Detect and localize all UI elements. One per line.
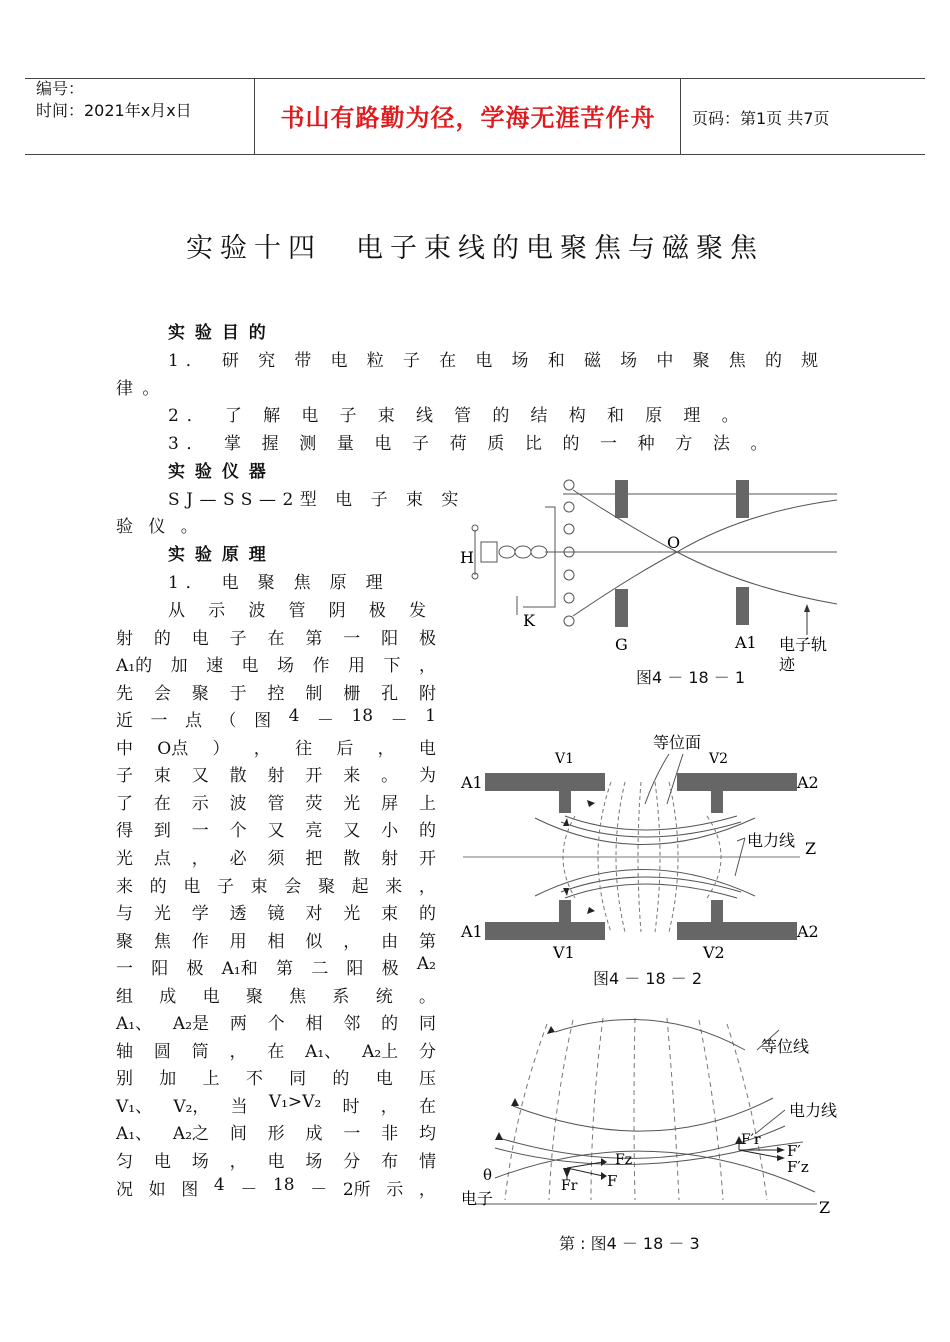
body-char: 会	[284, 876, 302, 897]
body-char: O点	[157, 738, 189, 759]
fig1-label-o: O	[667, 533, 681, 552]
body-char: 极	[186, 959, 204, 980]
body-char: 焦	[289, 986, 307, 1007]
body-char: 阳	[346, 959, 364, 980]
body-char: 须	[267, 848, 285, 869]
body-char: 4	[213, 1174, 225, 1195]
fig3-label-electron: 电子	[461, 1189, 494, 1208]
fig1-label-trajectory-2: 迹	[779, 655, 796, 674]
fig3-label-field-line: 电力线	[789, 1101, 838, 1120]
header-divider-1	[254, 78, 255, 155]
body-char: 18	[351, 706, 374, 727]
body-char: 上	[202, 1069, 220, 1090]
body-char: A₂之	[172, 1124, 210, 1145]
body-char: 点	[153, 848, 171, 869]
fig2-label-v1-top: V1	[555, 751, 575, 767]
body-char: 学	[191, 904, 209, 925]
body-char: 开	[305, 766, 323, 787]
body-char: 透	[229, 904, 247, 925]
body-char: 同	[289, 1069, 307, 1090]
code-label: 编号：	[36, 79, 85, 98]
fig2-caption: 图4 － 18 － 2	[593, 969, 703, 988]
body-char: 场	[191, 1152, 209, 1172]
fig2-a2-bottom-lip	[711, 900, 723, 922]
fig1-label-trajectory-1: 电子轨	[779, 635, 828, 654]
body-char: 第	[275, 959, 293, 980]
body-char: 发	[408, 601, 426, 621]
body-char: 个	[229, 821, 247, 842]
body-char: 栅	[343, 683, 361, 704]
body-char: 聚	[245, 986, 263, 1007]
body-char: －	[390, 711, 408, 732]
body-char: 均	[418, 1124, 436, 1145]
page-info: 页码：第1页 共7页	[692, 109, 830, 128]
body-char: ，	[343, 931, 361, 952]
body-char: 第	[305, 628, 323, 649]
fig2-label-a1-bottom: A1	[461, 922, 483, 941]
body-char: 屏	[381, 793, 399, 814]
body-char: ，	[229, 1152, 247, 1172]
body-char: 射	[381, 848, 399, 869]
body-char: 相	[305, 1014, 323, 1035]
body-char: 散	[343, 848, 361, 869]
fig2-label-v2-bottom: V2	[703, 943, 725, 962]
body-line	[116, 706, 436, 731]
purpose-1a-text: 1． 研 究 带 电 粒 子 在 电 场 和 磁 场 中 聚 焦 的 规	[168, 351, 826, 371]
body-char: 如	[148, 1179, 166, 1200]
fig2-a1-top	[485, 773, 605, 791]
body-char: 聚	[116, 931, 133, 952]
body-char: 速	[206, 656, 224, 677]
fig1-anode-top	[736, 480, 749, 518]
body-char: 组	[116, 986, 133, 1007]
fig2-a2-bottom	[677, 922, 797, 940]
body-char: 电	[183, 876, 201, 897]
body-char: 当	[230, 1096, 248, 1117]
body-char: A₂上	[362, 1041, 399, 1062]
body-char: 的	[332, 1069, 350, 1090]
fig2-a1-top-lip	[559, 791, 571, 813]
body-char: 似	[305, 931, 323, 952]
body-char: 束	[250, 876, 268, 897]
body-char: 了	[116, 793, 133, 814]
body-char: 来	[385, 876, 403, 897]
fig1-arrowhead	[804, 604, 810, 612]
motto: 书山有路勤为径，学海无涯苦作舟	[280, 104, 656, 132]
body-char: 荧	[305, 793, 323, 814]
body-char: 先	[116, 683, 133, 704]
body-char: A₁和	[221, 959, 258, 980]
body-char: 控	[267, 683, 285, 704]
fig2-label-a2-top: A2	[797, 773, 819, 792]
body-char: 轴	[116, 1041, 133, 1062]
body-char: －	[310, 1179, 328, 1200]
body-char: 用	[348, 656, 365, 677]
body-char: 一	[191, 821, 209, 842]
body-char: 开	[419, 848, 436, 869]
body-char: ，	[418, 876, 436, 897]
fig2-a2-top	[677, 773, 797, 791]
fig3-label-fr-prime: F′r	[741, 1132, 761, 1148]
body-char: 由	[381, 931, 399, 952]
body-char: 后	[336, 738, 354, 759]
body-char: 阴	[328, 601, 346, 621]
body-char: 示	[208, 601, 226, 621]
body-char: 于	[229, 683, 247, 704]
body-char: 不	[245, 1069, 263, 1090]
body-char: 一	[343, 1124, 361, 1145]
fig1-caption: 图4 － 18 － 1	[636, 668, 746, 687]
body-char: 形	[267, 1124, 285, 1145]
body-char: （	[219, 711, 237, 732]
body-line	[116, 872, 436, 897]
fig2-a1-bottom	[485, 922, 605, 940]
body-char: A₁、	[116, 1124, 153, 1145]
figure-4-18-2	[455, 726, 835, 986]
instrument-a: SJ—SS—2型 电 子 束 实	[168, 490, 465, 510]
body-line	[116, 899, 436, 924]
body-char: 一	[116, 959, 133, 980]
fig2-label-v1-bottom: V1	[553, 943, 575, 962]
body-char: 的	[419, 821, 436, 842]
body-char: 得	[116, 821, 133, 842]
body-char: 电	[202, 986, 220, 1007]
body-char: 1	[425, 706, 436, 727]
instrument-heading: 实 验 仪 器	[168, 462, 268, 482]
body-char: 统	[375, 986, 393, 1007]
body-char: 的	[381, 1014, 399, 1035]
body-char: 情	[419, 1152, 436, 1172]
body-char: 。	[381, 766, 399, 787]
body-line	[116, 1119, 436, 1144]
body-char: 孔	[381, 683, 399, 704]
body-line	[116, 789, 436, 814]
body-char: 焦	[153, 931, 171, 952]
body-line	[116, 1064, 436, 1089]
body-char: 间	[229, 1124, 247, 1145]
fig2-label-a2-bottom: A2	[797, 922, 819, 941]
fig2-leader-3	[737, 838, 745, 841]
fig2-a2-top-lip	[711, 791, 723, 813]
body-line	[116, 954, 436, 979]
body-line	[116, 1009, 436, 1034]
body-char: 来	[343, 766, 361, 787]
body-char: 18	[272, 1174, 295, 1195]
fig1-anode-bottom	[736, 587, 749, 625]
body-char: 图	[254, 711, 272, 732]
body-char: 极	[368, 601, 386, 621]
fig1-trajectory-2	[573, 500, 837, 616]
body-char: A₁、	[116, 1014, 153, 1035]
body-line	[116, 1147, 436, 1172]
body-char: 子	[229, 628, 247, 649]
body-char: 筒	[191, 1041, 209, 1062]
body-char: 射	[267, 766, 285, 787]
body-char: 中	[116, 738, 133, 759]
body-char: 分	[343, 1152, 361, 1172]
body-char: 压	[418, 1069, 436, 1090]
body-char: 又	[343, 821, 361, 842]
fig1-label-a1: A1	[735, 633, 757, 652]
fig2-a1-bottom-lip	[559, 900, 571, 922]
body-char: V₁>V₂	[268, 1091, 322, 1112]
body-char: 在	[267, 1041, 285, 1062]
body-char: 示	[386, 1179, 404, 1200]
body-char: 子	[216, 876, 234, 897]
body-char: 为	[419, 766, 436, 787]
fig3-caption: 第 : 图4 － 18 － 3	[559, 1234, 700, 1253]
body-char: 在	[153, 793, 171, 814]
body-char: 波	[229, 793, 247, 814]
purpose-heading: 实 验 目 的	[168, 323, 268, 343]
body-char: 个	[267, 1014, 285, 1035]
body-char: 两	[229, 1014, 247, 1035]
body-char: 匀	[116, 1152, 133, 1172]
body-line	[116, 1175, 436, 1200]
body-char: 又	[267, 821, 285, 842]
body-char: 二	[311, 959, 329, 980]
body-char: 往	[295, 738, 313, 759]
body-line	[116, 1092, 436, 1117]
body-char: ）	[212, 738, 230, 759]
body-char: 的	[419, 904, 436, 925]
fig1-label-k: K	[523, 611, 535, 630]
body-char: 第	[419, 931, 436, 952]
fig1-grid-top	[615, 480, 628, 518]
body-char: 散	[229, 766, 247, 787]
principle-sub: 1． 电 聚 焦 原 理	[168, 573, 390, 593]
purpose-2: 2． 了 解 电 子 束 线 管 的 结 构 和 原 理 。	[168, 406, 747, 426]
body-char: 小	[381, 821, 399, 842]
body-char: 图	[181, 1179, 199, 1200]
body-char: 光	[153, 904, 171, 925]
body-char: 2所	[342, 1179, 371, 1200]
body-char: 作	[312, 656, 330, 677]
body-char: 射	[116, 628, 133, 649]
fig1-label-g: G	[615, 635, 628, 654]
fig3-arrowheads	[495, 1026, 785, 1180]
header-divider-2	[680, 78, 681, 155]
fig1-label-h: H	[460, 548, 474, 567]
body-char: A₂是	[172, 1014, 210, 1035]
body-line	[116, 624, 436, 649]
body-char: ，	[191, 848, 209, 869]
header-bottom-rule	[25, 154, 925, 155]
body-char: 点	[185, 711, 203, 732]
fig1-grid-charges	[564, 480, 574, 626]
body-char: 相	[267, 931, 285, 952]
purpose-1a	[168, 346, 826, 371]
fig2-label-field-line: 电力线	[747, 831, 796, 850]
body-line	[116, 982, 436, 1007]
fig3-label-fz-prime: F′z	[787, 1158, 809, 1176]
body-char: 近	[116, 711, 133, 732]
purpose-3: 3． 掌 握 测 量 电 子 荷 质 比 的 一 种 方 法 。	[168, 434, 776, 454]
body-char: 加	[170, 656, 188, 677]
fig3-label-fr: Fr	[561, 1178, 578, 1194]
fig3-label-f-prime: F′	[787, 1142, 801, 1160]
body-char: 同	[418, 1014, 436, 1035]
body-line	[116, 734, 436, 759]
fig3-label-theta: θ	[483, 1166, 493, 1184]
body-char: 对	[305, 904, 323, 925]
body-char: 4	[288, 706, 300, 727]
body-char: 制	[305, 683, 323, 704]
body-char: 示	[191, 793, 209, 814]
fig3-label-equipotential-line: 等位线	[761, 1037, 810, 1056]
fig1-grid-bottom	[615, 589, 628, 627]
body-char: 场	[277, 656, 295, 677]
purpose-1b: 律 。	[116, 379, 162, 399]
body-char: 邻	[343, 1014, 361, 1035]
body-char: 加	[159, 1069, 177, 1090]
body-char: 光	[343, 904, 361, 925]
time-label: 时间：2021年x月x日	[36, 101, 192, 120]
document-title: 实验十四 电子束线的电聚焦与磁聚焦	[186, 233, 764, 264]
body-char: －	[316, 711, 334, 732]
body-char: 电	[191, 628, 209, 649]
body-char: 系	[332, 986, 350, 1007]
body-char: 一	[343, 628, 361, 649]
body-char: 下	[383, 656, 401, 677]
body-char: 必	[229, 848, 247, 869]
body-char: 把	[305, 848, 323, 869]
body-char: 在	[418, 1096, 436, 1117]
body-char: 亮	[305, 821, 323, 842]
body-char: 会	[153, 683, 171, 704]
fig2-label-z: Z	[805, 839, 817, 858]
body-char: 与	[116, 904, 133, 925]
body-char: －	[240, 1179, 258, 1200]
body-char: 的	[153, 628, 171, 649]
body-char: 电	[267, 1152, 285, 1172]
body-line	[168, 596, 426, 621]
body-char: 电	[153, 1152, 171, 1172]
body-char: 聚	[191, 683, 209, 704]
fig3-equipotentials	[505, 1018, 767, 1200]
fig3-label-z: Z	[819, 1198, 831, 1217]
body-char: ，	[377, 738, 395, 759]
body-char: 布	[381, 1152, 399, 1172]
body-char: 束	[381, 904, 399, 925]
body-char: 电	[375, 1069, 393, 1090]
body-char: ，	[380, 1096, 398, 1117]
body-char: 电	[241, 656, 259, 677]
body-char: 光	[116, 848, 133, 869]
figure-4-18-3	[455, 1010, 840, 1225]
body-char: 子	[116, 766, 133, 787]
body-char: 上	[419, 793, 436, 814]
body-char: 管	[267, 793, 285, 814]
instrument-b: 验 仪 。	[116, 517, 203, 537]
body-line	[116, 927, 436, 952]
body-char: 分	[418, 1041, 436, 1062]
body-char: 极	[381, 959, 399, 980]
body-char: ，	[229, 1041, 247, 1062]
body-char: 圆	[153, 1041, 171, 1062]
fig3-label-f: F	[607, 1172, 618, 1190]
body-char: 起	[351, 876, 369, 897]
fig3-label-fz: Fz	[615, 1152, 633, 1168]
body-char: 成	[305, 1124, 323, 1145]
body-char: 光	[343, 793, 361, 814]
figure-4-18-1	[455, 470, 845, 685]
body-char: ，	[418, 656, 436, 677]
body-line	[116, 651, 436, 676]
fig1-heater	[472, 525, 547, 579]
body-char: 又	[191, 766, 209, 787]
body-char: 的	[149, 876, 167, 897]
body-char: 波	[248, 601, 266, 621]
body-line	[116, 1037, 436, 1062]
body-char: 成	[159, 986, 177, 1007]
body-line	[116, 679, 436, 704]
body-char: 束	[153, 766, 171, 787]
body-char: 时	[342, 1096, 360, 1117]
body-char: ，	[418, 1179, 436, 1200]
body-char: 用	[229, 931, 247, 952]
body-char: 阳	[381, 628, 399, 649]
body-line	[116, 816, 436, 841]
body-char: 。	[418, 986, 436, 1007]
body-line	[116, 761, 436, 786]
body-line	[116, 844, 436, 869]
fig3-leader-2	[755, 1110, 785, 1134]
body-char: 从	[168, 601, 185, 621]
body-char: A₁、	[305, 1041, 342, 1062]
fig2-label-v2-top: V2	[709, 751, 729, 767]
body-char: 电	[418, 738, 436, 759]
body-char: 来	[116, 876, 133, 897]
body-char: A₂	[416, 954, 436, 975]
body-char: ，	[253, 738, 271, 759]
body-char: V₁、	[116, 1096, 153, 1117]
body-char: 附	[419, 683, 436, 704]
body-char: 到	[153, 821, 171, 842]
body-char: 作	[191, 931, 209, 952]
header-left	[36, 78, 192, 122]
body-char: A₁的	[116, 656, 153, 677]
body-char: 阳	[151, 959, 169, 980]
body-char: 镜	[267, 904, 285, 925]
body-char: 一	[150, 711, 168, 732]
body-char: V₂，	[173, 1096, 210, 1117]
body-char: 极	[419, 628, 436, 649]
body-char: 别	[116, 1069, 133, 1090]
body-char: 非	[381, 1124, 399, 1145]
principle-heading: 实 验 原 理	[168, 545, 268, 565]
fig2-label-equipotential: 等位面	[653, 733, 702, 752]
body-char: 管	[288, 601, 306, 621]
body-char: 在	[267, 628, 285, 649]
body-char: 况	[116, 1179, 133, 1200]
fig2-label-a1-top: A1	[461, 773, 483, 792]
body-char: 聚	[317, 876, 335, 897]
body-char: 场	[305, 1152, 323, 1172]
